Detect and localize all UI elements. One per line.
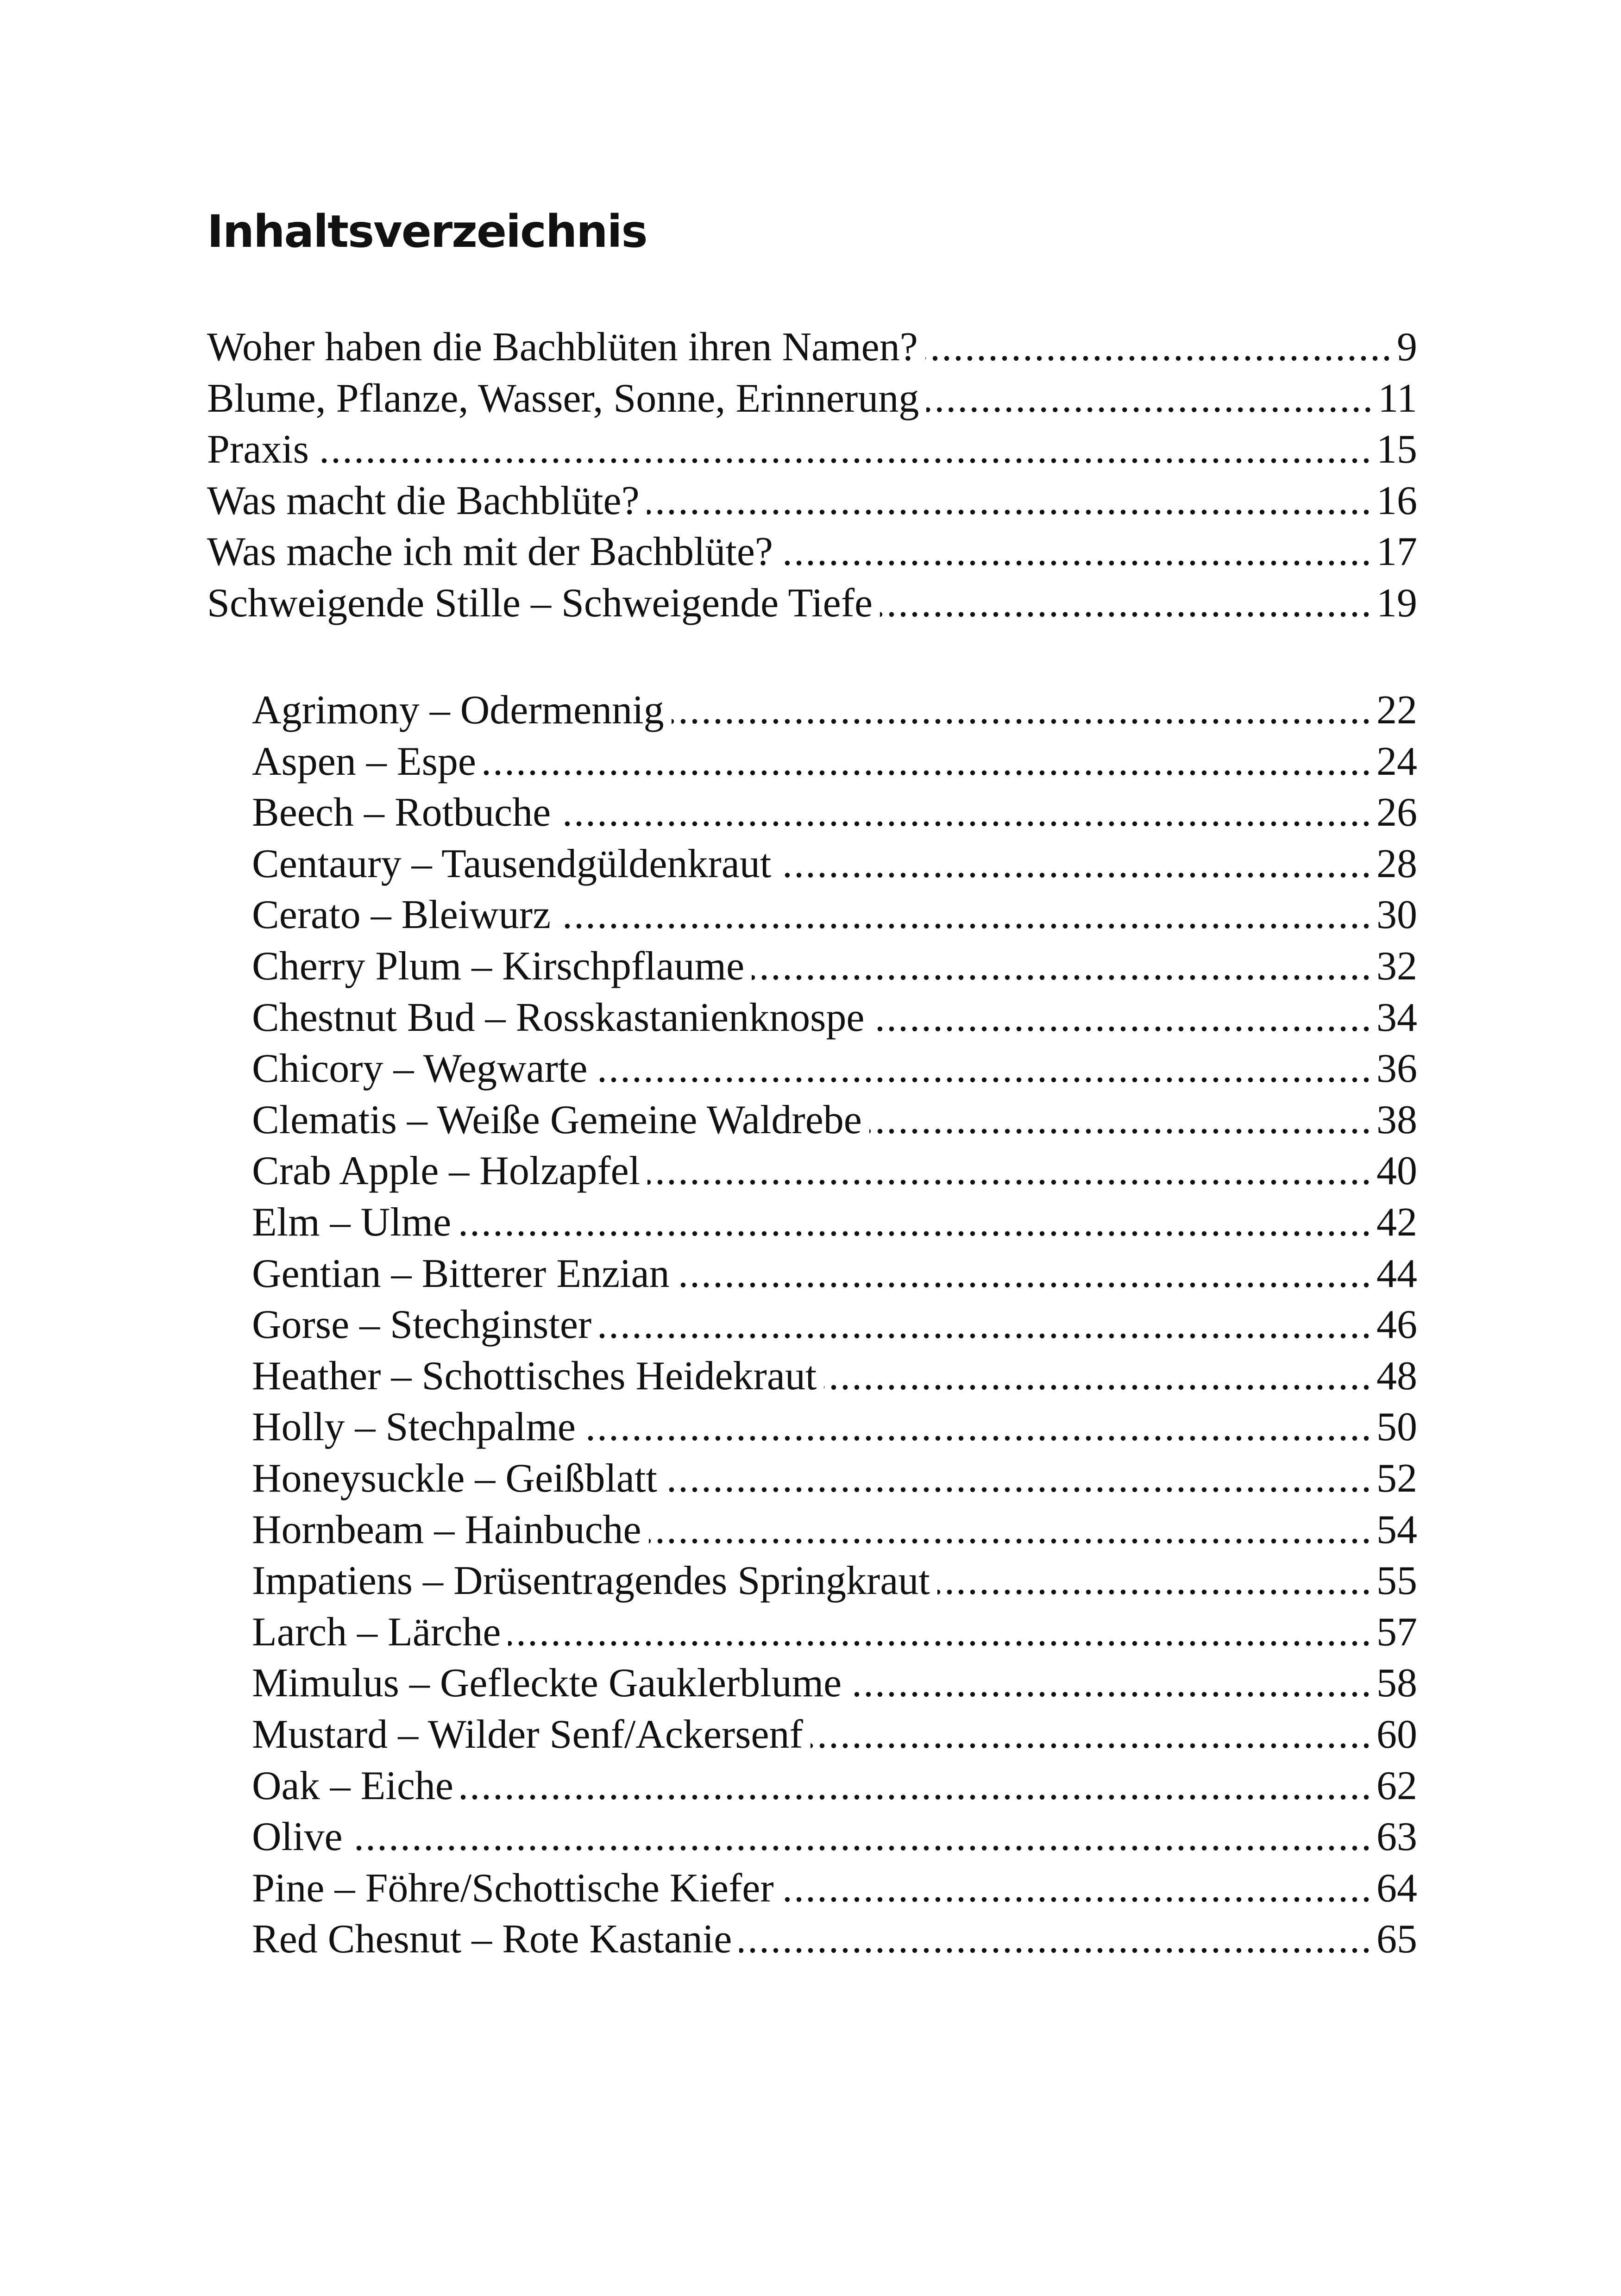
toc-entry-title: Was macht die Bachblüte? xyxy=(207,478,640,523)
toc-entry-title: Heather – Schottisches Heidekraut xyxy=(252,1354,817,1399)
toc-entry-title: Holly – Stechpalme xyxy=(252,1405,576,1449)
dot-leader xyxy=(779,838,1373,890)
toc-entry-title: Woher haben die Bachblüten ihren Namen? xyxy=(207,325,918,370)
toc-entry-title: Schweigende Stille – Schweigende Tiefe xyxy=(207,581,873,626)
dot-leader xyxy=(599,1299,1373,1351)
toc-entry xyxy=(252,1401,1417,1453)
toc-entry xyxy=(207,373,1417,425)
toc-entry-page-number: 52 xyxy=(1376,1456,1417,1501)
toc-entry-page-number: 50 xyxy=(1376,1405,1417,1449)
dot-leader xyxy=(558,889,1373,941)
toc-entry-page-number: 34 xyxy=(1376,995,1417,1040)
dot-leader xyxy=(824,1350,1373,1402)
toc-entry-title: Was mache ich mit der Bachblüte? xyxy=(207,529,773,574)
toc-entry-title: Crab Apple – Holzapfel xyxy=(252,1148,641,1193)
dot-leader xyxy=(780,526,1373,578)
dot-leader xyxy=(461,1760,1373,1812)
dot-leader xyxy=(665,1453,1373,1505)
toc-entry xyxy=(252,941,1417,992)
toc-entry xyxy=(252,1350,1417,1402)
toc-entry xyxy=(252,1197,1417,1248)
toc-entry xyxy=(252,1811,1417,1863)
toc-entry-page-number: 36 xyxy=(1376,1046,1417,1091)
dot-leader xyxy=(739,1913,1373,1965)
toc-entry xyxy=(207,526,1417,578)
toc-entry xyxy=(252,1145,1417,1197)
toc-entry xyxy=(207,577,1417,629)
toc-entry-title: Pine – Föhre/Schottische Kiefer xyxy=(252,1866,774,1911)
toc-entry-page-number: 17 xyxy=(1376,529,1417,574)
toc-entry xyxy=(252,1094,1417,1146)
toc-entry-page-number: 58 xyxy=(1376,1661,1417,1706)
dot-leader xyxy=(926,373,1374,425)
toc-entry-page-number: 26 xyxy=(1376,790,1417,835)
toc-entry xyxy=(252,787,1417,839)
toc-entry-title: Agrimony – Odermennig xyxy=(252,688,664,733)
toc-entry-page-number: 9 xyxy=(1397,325,1417,370)
dot-leader xyxy=(647,475,1373,527)
toc-entry-page-number: 46 xyxy=(1376,1302,1417,1347)
toc-entry-title: Cherry Plum – Kirschpflaume xyxy=(252,944,745,989)
dot-leader xyxy=(558,787,1373,839)
toc-entry-page-number: 24 xyxy=(1376,739,1417,784)
dot-leader xyxy=(459,1197,1373,1248)
toc-entry-title: Centaury – Tausendgüldenkraut xyxy=(252,841,772,886)
dot-leader xyxy=(781,1863,1373,1914)
toc-entry xyxy=(252,1606,1417,1658)
toc-entry-page-number: 19 xyxy=(1376,581,1417,626)
toc-entry-title: Chicory – Wegwarte xyxy=(252,1046,588,1091)
toc-entry-page-number: 15 xyxy=(1376,427,1417,472)
toc-entry-page-number: 62 xyxy=(1376,1763,1417,1808)
toc-entry xyxy=(252,1555,1417,1607)
toc-entry-title: Mimulus – Gefleckte Gauklerblume xyxy=(252,1661,842,1706)
toc-entry xyxy=(252,684,1417,736)
toc-entry xyxy=(252,889,1417,941)
dot-leader xyxy=(677,1248,1373,1300)
page-title: Inhaltsverzeichnis xyxy=(207,206,647,257)
toc-entry-page-number: 57 xyxy=(1376,1610,1417,1655)
toc-entry-title: Praxis xyxy=(207,427,309,472)
toc-entry xyxy=(252,1453,1417,1505)
dot-leader xyxy=(925,321,1393,373)
toc-entry-page-number: 32 xyxy=(1376,944,1417,989)
toc-entry-title: Honeysuckle – Geißblatt xyxy=(252,1456,657,1501)
toc-entry-page-number: 65 xyxy=(1376,1917,1417,1962)
toc-entry xyxy=(207,424,1417,476)
toc-entry xyxy=(252,1657,1417,1709)
toc-entry xyxy=(252,992,1417,1044)
toc-entry-title: Red Chesnut – Rote Kastanie xyxy=(252,1917,732,1962)
toc-entry-page-number: 28 xyxy=(1376,841,1417,886)
toc-entry-title: Blume, Pflanze, Wasser, Sonne, Erinnerung xyxy=(207,376,919,421)
toc-entry-title: Elm – Ulme xyxy=(252,1200,452,1245)
toc-entry-title: Impatiens – Drüsentragendes Springkraut xyxy=(252,1558,930,1603)
dot-leader xyxy=(752,941,1373,992)
toc-entry-page-number: 55 xyxy=(1376,1558,1417,1603)
toc-entry xyxy=(252,1913,1417,1965)
dot-leader xyxy=(810,1709,1373,1761)
toc-entry xyxy=(252,1760,1417,1812)
toc-entry xyxy=(252,1299,1417,1351)
toc-entry xyxy=(252,1248,1417,1300)
toc-entry-title: Olive xyxy=(252,1814,343,1859)
dot-leader xyxy=(672,684,1373,736)
toc-entry xyxy=(252,736,1417,788)
toc-entry-title: Hornbeam – Hainbuche xyxy=(252,1507,641,1552)
toc-entry-page-number: 48 xyxy=(1376,1354,1417,1399)
dot-leader xyxy=(583,1401,1373,1453)
toc-entry-page-number: 11 xyxy=(1378,376,1417,421)
dot-leader xyxy=(649,1504,1373,1556)
toc-entry-page-number: 42 xyxy=(1376,1200,1417,1245)
toc-entry-page-number: 40 xyxy=(1376,1148,1417,1193)
toc-entry-title: Oak – Eiche xyxy=(252,1763,453,1808)
toc-entry-page-number: 64 xyxy=(1376,1866,1417,1911)
toc-entry-page-number: 22 xyxy=(1376,688,1417,733)
dot-leader xyxy=(869,1094,1373,1146)
toc-entry-title: Clematis – Weiße Gemeine Waldrebe xyxy=(252,1098,862,1142)
dot-leader xyxy=(849,1657,1373,1709)
toc-entry-title: Aspen – Espe xyxy=(252,739,476,784)
dot-leader xyxy=(647,1145,1373,1197)
toc-entry-title: Gentian – Bitterer Enzian xyxy=(252,1251,670,1296)
toc-entry-page-number: 16 xyxy=(1376,478,1417,523)
toc-entry xyxy=(252,1504,1417,1556)
dot-leader xyxy=(316,424,1373,476)
toc-entry-title: Gorse – Stechginster xyxy=(252,1302,592,1347)
toc-entry-page-number: 54 xyxy=(1376,1507,1417,1552)
toc-entry-title: Cerato – Bleiwurz xyxy=(252,892,551,937)
dot-leader xyxy=(350,1811,1373,1863)
toc-entry xyxy=(252,838,1417,890)
dot-leader xyxy=(880,577,1373,629)
toc-entry xyxy=(207,475,1417,527)
dot-leader xyxy=(508,1606,1373,1658)
toc-entry-title: Mustard – Wilder Senf/Ackersenf xyxy=(252,1712,803,1757)
toc-entry-page-number: 63 xyxy=(1376,1814,1417,1859)
toc-entry-title: Larch – Lärche xyxy=(252,1610,501,1655)
toc-entry-page-number: 30 xyxy=(1376,892,1417,937)
toc-entry xyxy=(207,321,1417,373)
dot-leader xyxy=(484,736,1373,788)
dot-leader xyxy=(872,992,1373,1044)
toc-entry-page-number: 60 xyxy=(1376,1712,1417,1757)
toc-entry xyxy=(252,1709,1417,1761)
dot-leader xyxy=(937,1555,1373,1607)
toc-entry-title: Chestnut Bud – Rosskastanienknospe xyxy=(252,995,865,1040)
toc-entry-page-number: 38 xyxy=(1376,1098,1417,1142)
toc-entry-page-number: 44 xyxy=(1376,1251,1417,1296)
dot-leader xyxy=(595,1043,1373,1095)
toc-entry xyxy=(252,1863,1417,1914)
toc-entry-title: Beech – Rotbuche xyxy=(252,790,551,835)
toc-entry xyxy=(252,1043,1417,1095)
